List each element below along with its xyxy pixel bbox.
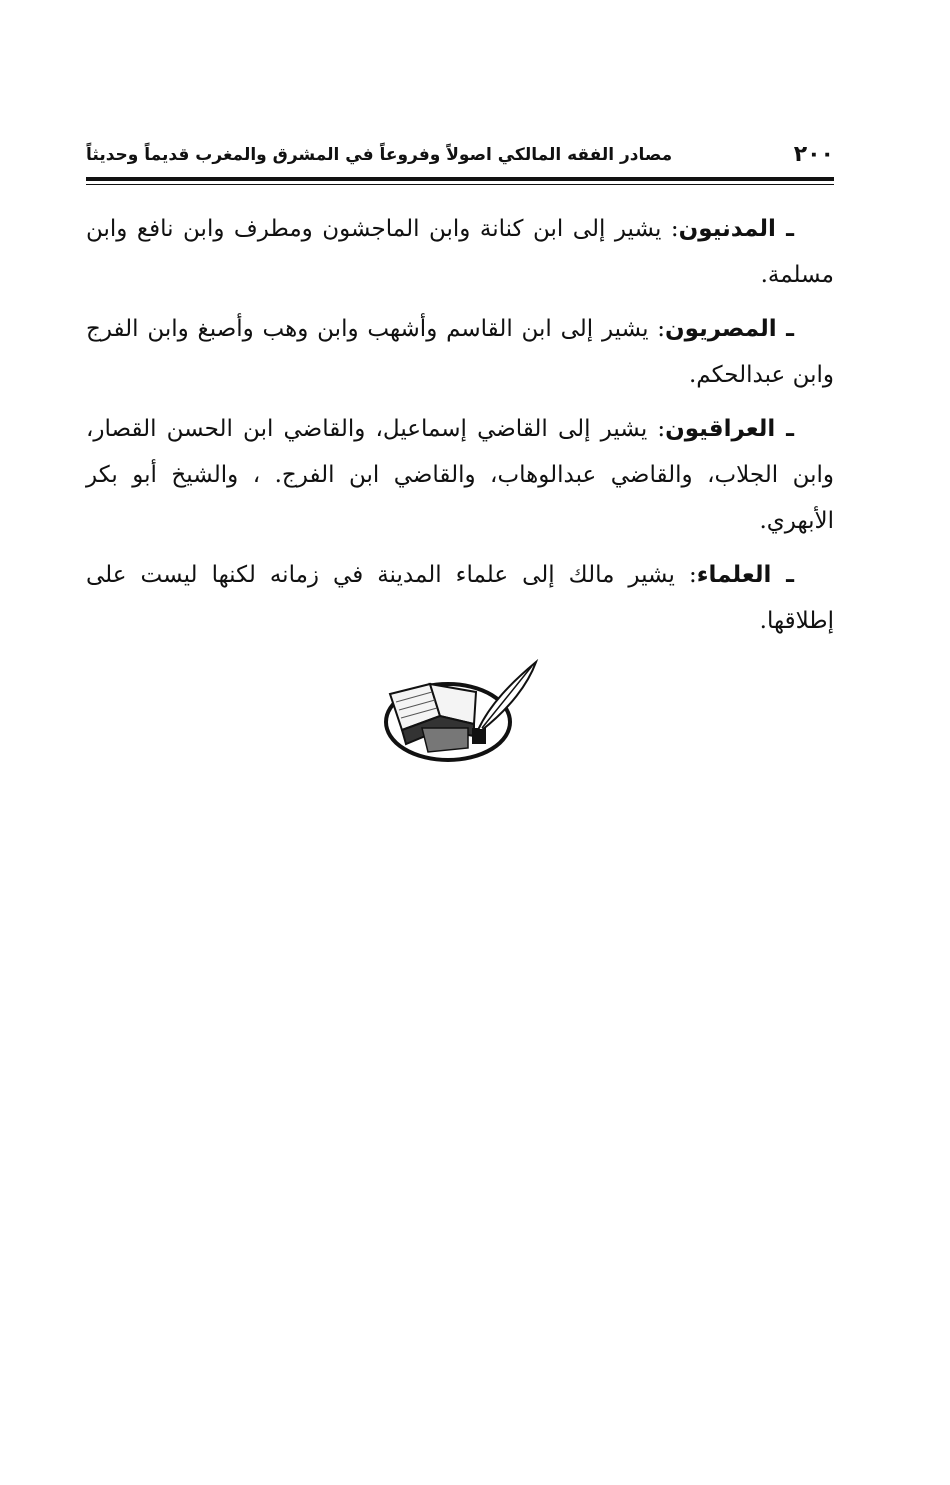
- entry-separator: :: [647, 416, 666, 442]
- entry-separator: :: [648, 316, 666, 342]
- book-and-quill-icon: [378, 658, 542, 766]
- entry-term: ـ المصريون: [665, 316, 794, 342]
- entry-iraqiyyun: [86, 406, 834, 544]
- entry-separator: :: [661, 216, 679, 242]
- entry-term: ـ العلماء: [696, 562, 795, 588]
- page-number: ٢٠٠: [793, 142, 834, 167]
- entry-madaniyyun: [86, 206, 834, 298]
- entry-term: ـ العراقيون: [665, 416, 794, 442]
- entry-text: يشير مالك إلى علماء المدينة في زمانه لكنها ليست على إطلاقها.: [86, 562, 834, 634]
- header-rule-thick: [86, 177, 834, 181]
- entry-text: يشير إلى ابن القاسم وأشهب وابن وهب وأصبغ وابن الفرج وابن عبدالحكم.: [86, 316, 834, 388]
- entry-ulama: [86, 552, 834, 644]
- entry-text: يشير إلى القاضي إسماعيل، والقاضي ابن الحسن القصار، وابن الجلاب، والقاضي عبدالوهاب، والقاضي ابن الفرج. ، والشيخ أبو بكر الأبهري.: [86, 416, 834, 534]
- entry-text: يشير إلى ابن كنانة وابن الماجشون ومطرف وابن نافع وابن مسلمة.: [86, 216, 834, 288]
- entry-term: ـ المدنيون: [678, 216, 794, 242]
- header-rule-thin: [86, 184, 834, 185]
- entry-misriyyun: [86, 306, 834, 398]
- running-title: مصادر الفقه المالكي اصولاً وفروعاً في المشرق والمغرب قديماً وحديثاً: [86, 145, 673, 165]
- page-header: [86, 138, 834, 172]
- entry-separator: :: [674, 562, 697, 588]
- body-text: [86, 206, 834, 652]
